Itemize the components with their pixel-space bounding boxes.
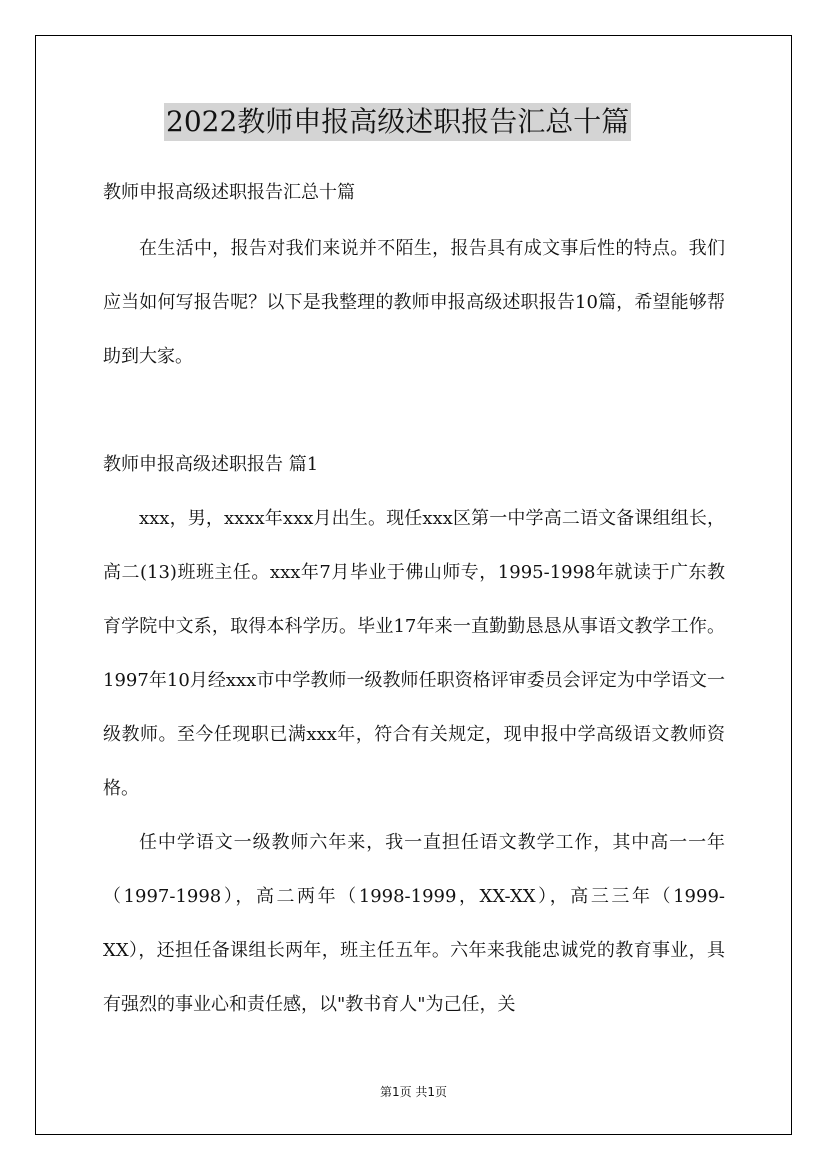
section-heading: 教师申报高级述职报告 篇1 <box>103 454 319 475</box>
body-paragraph-1: xxx，男，xxxx年xxx月出生。现任xxx区第一中学高二语文备课组组长，高二(13)班班主任。xxx年7月毕业于佛山师专，1995-1998年就读于广东教育学院中文系，取得本科学历。毕业17年来一直勤勤恳恳从事语文教学工作。1997年10月经xxx市中学教师一级教师任职资格评审委员会评定为中学语文一级教师。至今任现职已满xxx年，符合有关规定，现申报中学高级语文教师资格。 <box>103 508 725 799</box>
page-footer: 第1页 共1页 <box>379 1085 448 1099</box>
body-paragraph-2: 任中学语文一级教师六年来，我一直担任语文教学工作，其中高一一年（1997-1998），高二两年（1998-1999，XX-XX），高三三年（1999-XX），还担任备课组长两年，班主任五年。六年来我能忠诚党的教育事业，具有强烈的事业心和责任感，以"教书育人"为己任，关 <box>103 832 725 1015</box>
document-subtitle: 教师申报高级述职报告汇总十篇 <box>103 182 355 203</box>
intro-paragraph: 在生活中，报告对我们来说并不陌生，报告具有成文事后性的特点。我们应当如何写报告呢？以下是我整理的教师申报高级述职报告10篇，希望能够帮助到大家。 <box>103 238 725 367</box>
document-title: 2022教师申报高级述职报告汇总十篇 <box>164 103 631 141</box>
